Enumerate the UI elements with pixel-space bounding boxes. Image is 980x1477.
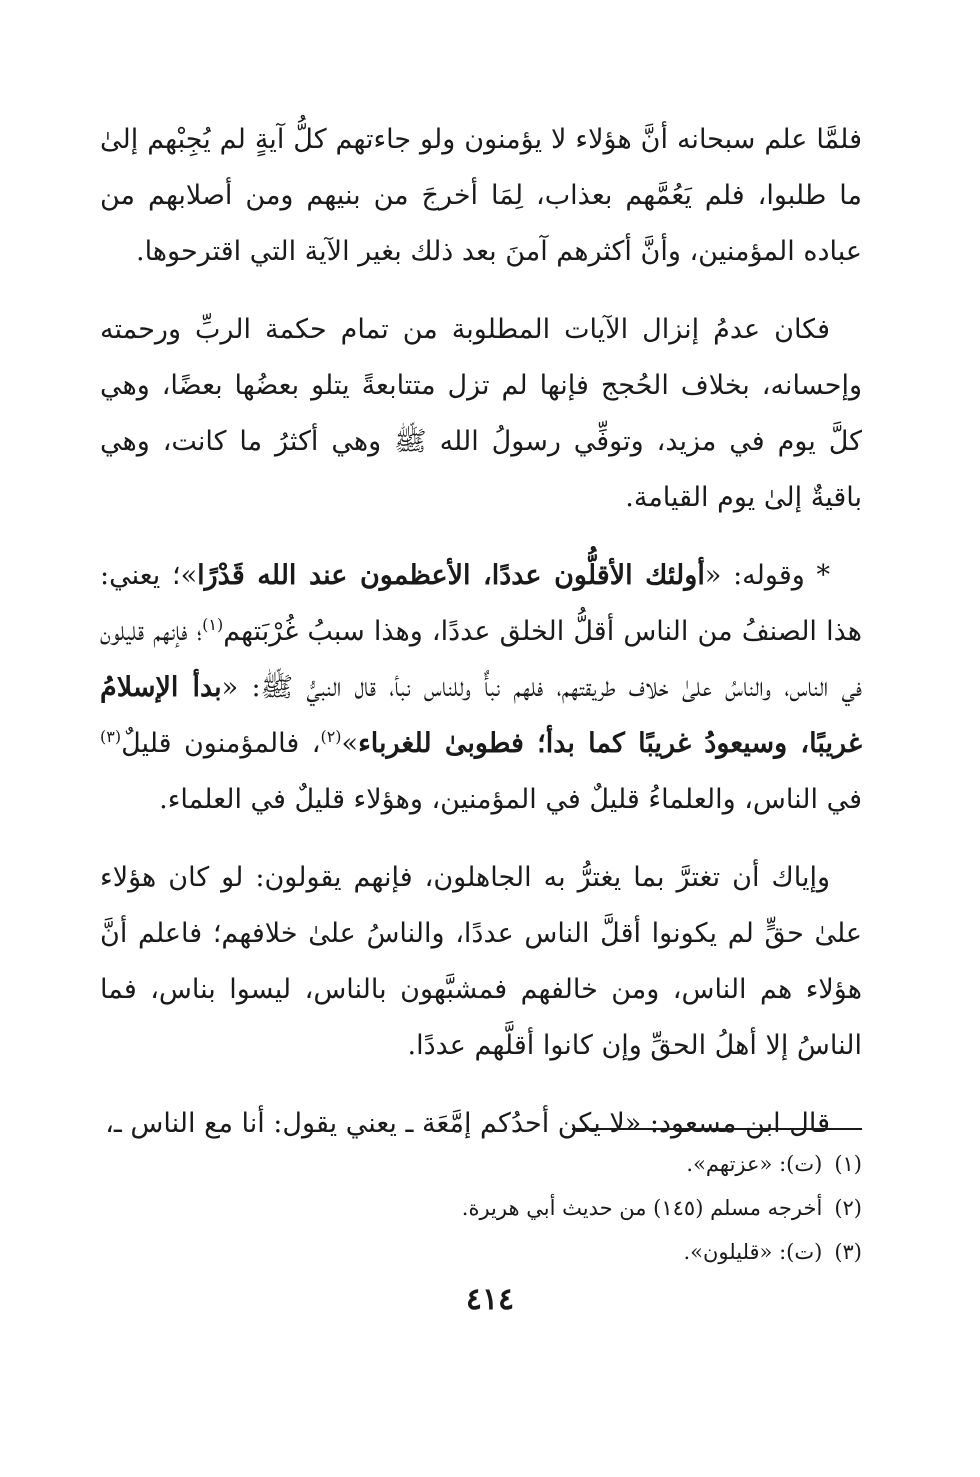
paragraph-3-part-5: ، فالمؤمنون قليلٌ bbox=[121, 728, 321, 759]
quoted-phrase: أولئك الأقلُّون عددًا، الأعظمون عند الله قَدْرًا bbox=[197, 560, 705, 591]
paragraph-5-text: قال ابن مسعود: «لا يكن أحدُكم إمَّعَة ـ يعني يقول: أنا مع الناس ـ، bbox=[105, 1108, 830, 1139]
paragraph-2-text: فكان عدمُ إنزال الآيات المطلوبة من تمام حكمة الربِّ ورحمته وإحسانه، بخلاف الحُجج فإنها لم تزل متتابعةً يتلو بعضُها بعضًا، وهي كلَّ يوم في مزيد، وتوفِّي رسولُ الله ﷺ وهي أكثرُ ما كانت، وهي باقيةٌ إلىٰ يوم القيامة. bbox=[100, 314, 862, 513]
paragraph-3-part-4: » bbox=[341, 728, 359, 759]
paragraph-3 bbox=[100, 548, 862, 828]
main-text bbox=[100, 112, 862, 1174]
paragraph-3-part-6: في الناس، والعلماءُ قليلٌ في المؤمنين، وهؤلاء قليلٌ في العلماء. bbox=[159, 784, 862, 815]
paragraph-4 bbox=[100, 850, 862, 1074]
footnote-number: (٣) bbox=[834, 1240, 862, 1264]
page-number: ٤١٤ bbox=[465, 1282, 515, 1317]
paragraph-1-text: فلمَّا علم سبحانه أنَّ هؤلاء لا يؤمنون ولو جاءتهم كلُّ آيةٍ لم يُجِبْهم إلىٰ ما طلبوا، فلم يَعُمَّهم بعذاب، لِمَا أخرجَ من بنيهم ومن أصلابهم من عباده المؤمنين، وأنَّ أكثرهم آمنَ بعد ذلك بغير الآية التي اقترحوها. bbox=[100, 124, 862, 267]
hadith-quote: بدأ الإسلامُ غريبًا، وسيعودُ غريبًا كما بدأ؛ فطوبىٰ للغرباء bbox=[100, 672, 862, 759]
paragraph-1 bbox=[100, 112, 862, 280]
footnote-2 bbox=[122, 1186, 862, 1230]
footnote-text: أخرجه مسلم (١٤٥) من حديث أبي هريرة. bbox=[461, 1196, 823, 1220]
paragraph-4-text: وإياك أن تغترَّ بما يغترُّ به الجاهلون، فإنهم يقولون: لو كان هؤلاء علىٰ حقٍّ لم يكونوا أقلَّ الناس عددًا، والناسُ علىٰ خلافهم؛ فاعلم أنَّ هؤلاء هم الناس، ومن خالفهم فمشبَّهون بالناس، ليسوا بناس، فما الناسُ إلا أهلُ الحقِّ وإن كانوا أقلَّهم عددًا. bbox=[100, 862, 862, 1061]
paragraph-3-lead: * وقوله: « bbox=[704, 560, 830, 591]
footnote-number: (٢) bbox=[834, 1196, 862, 1220]
footnote-ref-2[interactable]: (٢) bbox=[320, 727, 342, 746]
footnote-1 bbox=[122, 1142, 862, 1186]
footnote-3 bbox=[122, 1230, 862, 1274]
footnote-text: (ت): «قليلون». bbox=[683, 1240, 823, 1264]
footnote-ref-1[interactable]: (١) bbox=[202, 615, 224, 634]
paragraph-2 bbox=[100, 302, 862, 526]
paragraph-3-part-3: ؛ فإنهم قليلون في الناس، والناسُ علىٰ خلاف طريقتهم، فلهم نبأٌ وللناس نبأ، قال النبيُّ ﷺ: « bbox=[100, 616, 862, 703]
footnote-ref-3[interactable]: (٣) bbox=[100, 727, 122, 746]
footnote-number: (١) bbox=[834, 1152, 862, 1176]
footnote-divider bbox=[572, 1128, 862, 1130]
footnotes bbox=[122, 1142, 862, 1274]
footnote-text: (ت): «عزتهم». bbox=[686, 1152, 823, 1176]
paragraph-3-part-2: »؛ يعني: هذا الصنفُ من الناس أقلُّ الخلق عددًا، وهذا سببُ غُرْبَتهم bbox=[100, 560, 862, 647]
